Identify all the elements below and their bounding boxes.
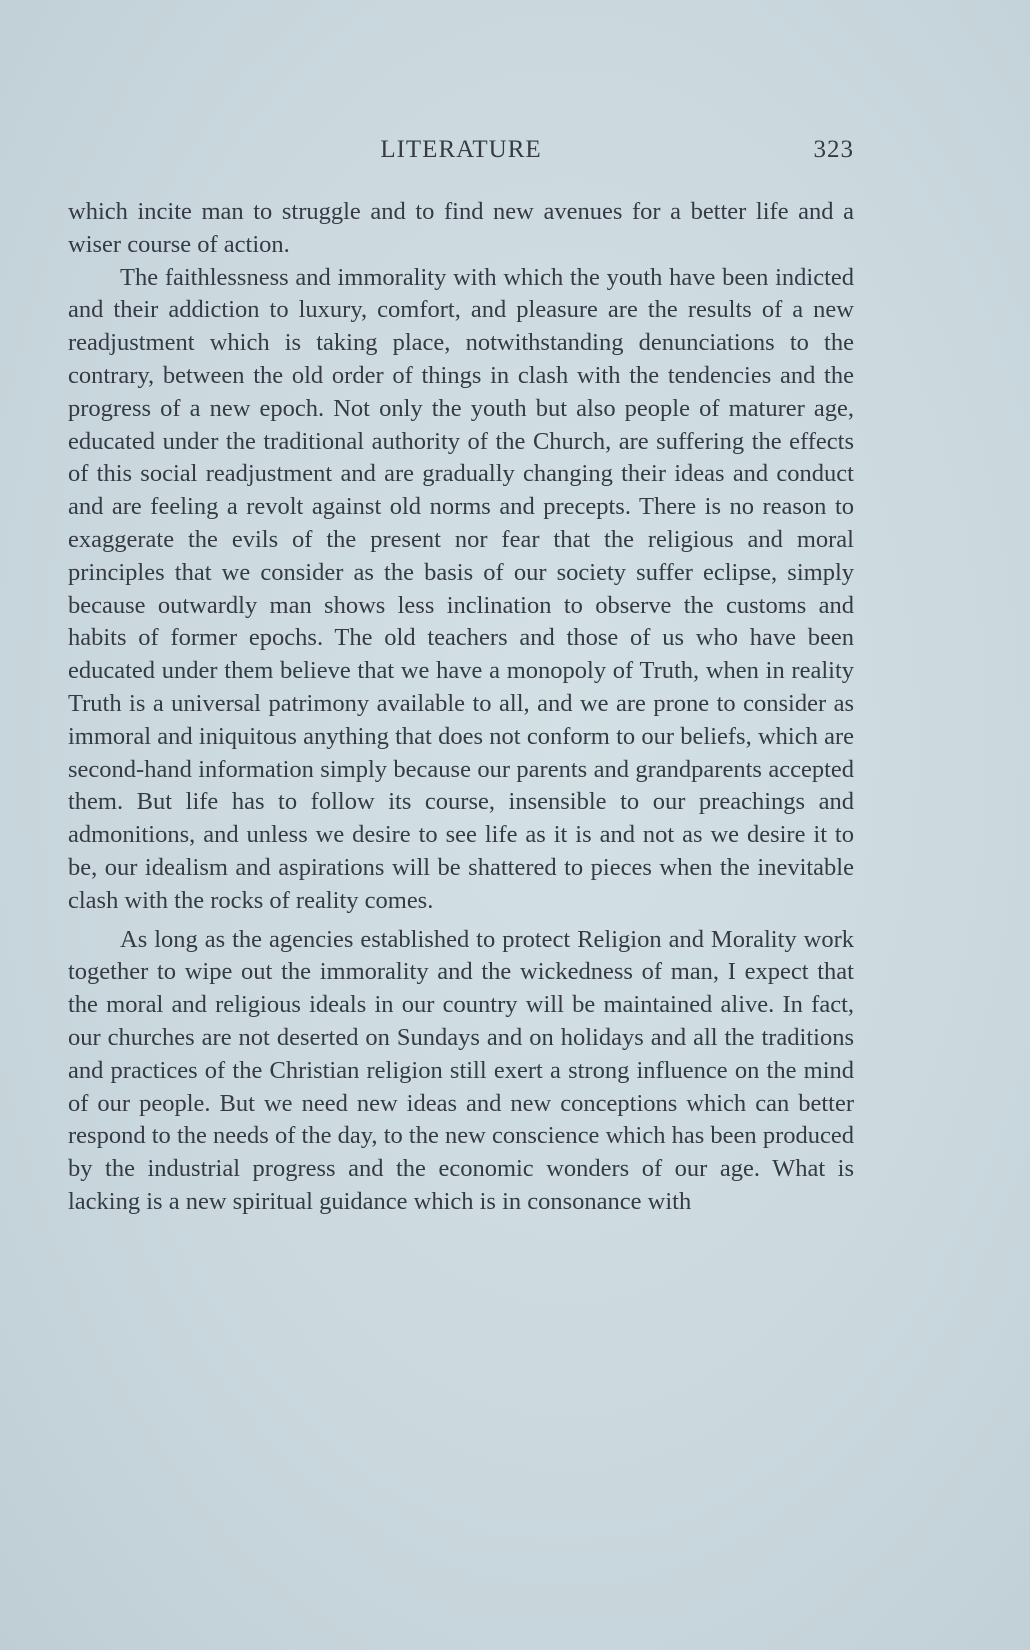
body-text bbox=[68, 196, 854, 1219]
page-number: 323 bbox=[813, 136, 854, 163]
paragraph: As long as the agencies established to protect Religion and Morality work together to wipe out the immorality and the wickedness of man, I expect that the moral and religious ideals in our country will be maintained alive. In fact, our churches are not deserted on Sundays and on holidays and all the traditions and practices of the Christian religion still exert a strong influence on the mind of our people. But we need new ideas and new conceptions which can better respond to the needs of the day, to the new conscience which has been produced by the industrial progress and the economic wonders of our age. What is lacking is a new spiritual guidance which is in consonance with bbox=[68, 925, 854, 1215]
paragraph: The faithlessness and immorality with which the youth have been indicted and their addiction to luxury, comfort, and pleasure are the results of a new readjustment which is taking place, notwithstanding denunciations to the contrary, between the old order of things in clash with the tendencies and the progress of a new epoch. Not only the youth but also people of maturer age, educated under the traditional authority of the Church, are suffering the effects of this social readjustment and are gradually changing their ideas and conduct and are feeling a revolt against old norms and precepts. There is no reason to exaggerate the evils of the present nor fear that the religious and moral principles that we consider as the basis of our society suffer eclipse, simply because outwardly man shows less inclination to observe the customs and habits of former epochs. The old teachers and those of us who have been educated under them believe that we have a monopoly of Truth, when in reality Truth is a universal patrimony available to all, and we are prone to consider as immoral and iniquitous anything that does not conform to our beliefs, which are second-hand information simply because our parents and grandparents accepted them. But life has to follow its course, insensible to our preachings and admonitions, and unless we desire to see life as it is and not as we desire it to be, our idealism and aspirations will be shattered to pieces when the inevitable clash with the rocks of reality comes. bbox=[68, 263, 854, 914]
paragraph-continuation: which incite man to struggle and to find new avenues for a better life and a wiser course of action. bbox=[68, 198, 854, 258]
page-header bbox=[68, 136, 854, 172]
running-title: LITERATURE bbox=[380, 136, 542, 163]
